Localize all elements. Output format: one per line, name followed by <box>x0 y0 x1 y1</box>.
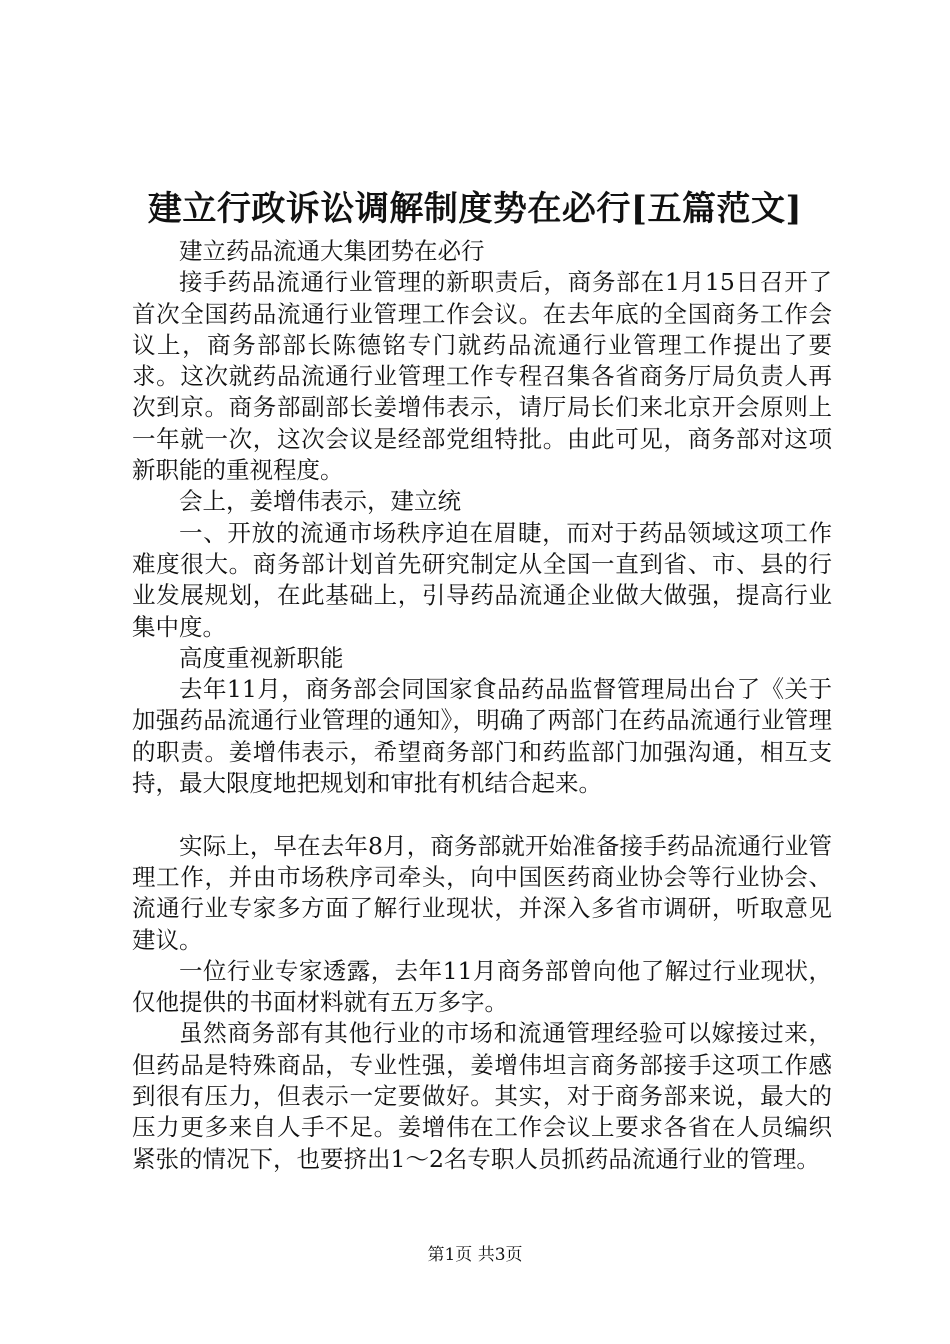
paragraph: 接手药品流通行业管理的新职责后，商务部在1月15日召开了首次全国药品流通行业管理工作会议。在去年底的全国商务工作会议上，商务部部长陈德铭专门就药品流通行业管理工作提出了要求。这次就药品流通行业管理工作专程召集各省商务厅局负责人再次到京。商务部副部长姜增伟表示，请厅局长们来北京开会原则上一年就一次，这次会议是经部党组特批。由此可见，商务部对这项新职能的重视程度。 <box>132 268 832 485</box>
paragraph: 会上，姜增伟表示，建立统 <box>179 487 461 516</box>
section-heading: 高度重视新职能 <box>179 643 344 672</box>
paragraph: 一位行业专家透露，去年11月商务部曾向他了解过行业现状，仅他提供的书面材料就有五万多字。 <box>132 956 832 1017</box>
paragraph: 虽然商务部有其他行业的市场和流通管理经验可以嫁接过来，但药品是特殊商品，专业性强，姜增伟坦言商务部接手这项工作感到很有压力，但表示一定要做好。其实，对于商务部来说，最大的压力更多来自人手不足。姜增伟在工作会议上要求各省在人员编织紧张的情况下，也要挤出1～2名专职人员抓药品流通行业的管理。 <box>132 1019 832 1173</box>
paragraph: 一、开放的流通市场秩序迫在眉睫，而对于药品领域这项工作难度很大。商务部计划首先研究制定从全国一直到省、市、县的行业发展规划，在此基础上，引导药品流通企业做大做强，提高行业集中度。 <box>132 518 832 641</box>
page-number-footer: 第1页 共3页 <box>427 1245 523 1265</box>
paragraph-subtitle: 建立药品流通大集团势在必行 <box>179 237 485 265</box>
paragraph-gap <box>132 799 832 830</box>
document-body <box>132 236 832 1175</box>
document-title: 建立行政诉讼调解制度势在必行[五篇范文] <box>147 189 803 229</box>
paragraph: 去年11月，商务部会同国家食品药品监督管理局出台了《关于加强药品流通行业管理的通知》，明确了两部门在药品流通行业管理的职责。姜增伟表示，希望商务部门和药监部门加强沟通，相互支持，最大限度地把规划和审批有机结合起来。 <box>132 675 832 798</box>
paragraph: 实际上，早在去年8月，商务部就开始准备接手药品流通行业管理工作，并由市场秩序司牵头，向中国医药商业协会等行业协会、流通行业专家多方面了解行业现状，并深入多省市调研，听取意见建议。 <box>132 831 832 954</box>
